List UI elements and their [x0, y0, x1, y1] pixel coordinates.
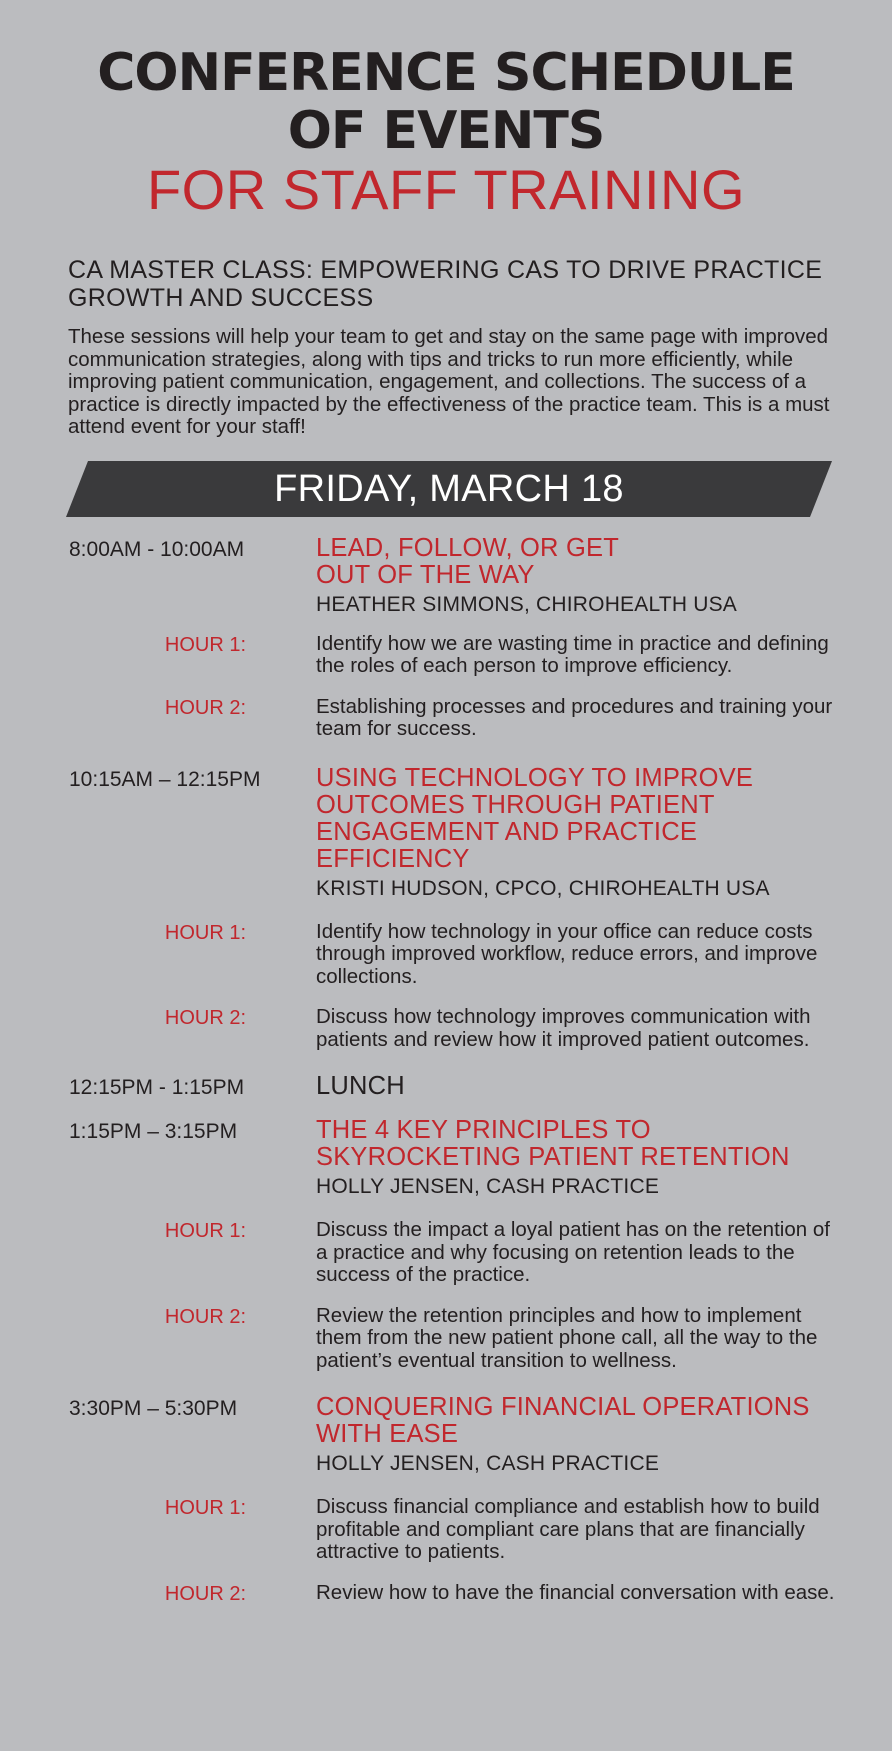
session-row [0, 765, 892, 903]
hour-label: HOUR 1: [164, 921, 246, 944]
session-speaker: HOLLY JENSEN, CASH PRACTICE [316, 1452, 660, 1475]
session-title: THE 4 KEY PRINCIPLES TO SKYROCKETING PATIENT RETENTION [316, 1116, 790, 1171]
hour-label: HOUR 1: [164, 1497, 246, 1519]
session-content [316, 1394, 846, 1478]
intro-body: These sessions will help your team to get and stay on the same page with improved communication strategies, along with tips and tricks to run more efficiently, while improving patient communication, engagement, and collections. The success of a practice is directly impacted by the effectiveness of the practice team. This is a must attend event for your staff! [68, 325, 830, 438]
session-row [0, 1394, 892, 1478]
hour-row [0, 1305, 892, 1373]
session-row [0, 1117, 892, 1201]
day-banner [66, 461, 832, 517]
hour-label: HOUR 2: [164, 696, 246, 719]
session-speaker: HEATHER SIMMONS, CHIROHEALTH USA [316, 592, 737, 616]
session-speaker: HOLLY JENSEN, CASH PRACTICE [316, 1175, 660, 1198]
hour-description: Discuss the impact a loyal patient has on the retention of a practice and why focusing on retention leads to the success of the practice. [316, 1218, 830, 1286]
hour-row [0, 921, 892, 989]
hour-row [0, 1006, 892, 1051]
hour-description: Discuss financial compliance and establish how to build profitable and compliant care plans that are financially attractive to patients. [316, 1495, 820, 1563]
hour-row [0, 1219, 892, 1287]
hour-label: HOUR 2: [164, 1007, 246, 1029]
session-title: LUNCH [316, 1072, 405, 1100]
session-content [316, 1073, 846, 1101]
session-row [0, 535, 892, 619]
page-title-line-1: CONFERENCE SCHEDULE [97, 43, 795, 103]
session-content [316, 765, 846, 903]
hour-description: Discuss how technology improves communication with patients and review how it improved patient outcomes. [316, 1005, 811, 1051]
session-time: 1:15PM – 3:15PM [69, 1120, 238, 1143]
session-content [316, 535, 846, 619]
schedule [0, 535, 892, 1606]
session-title: CONQUERING FINANCIAL OPERATIONS WITH EASE [316, 1393, 810, 1448]
hour-label: HOUR 1: [164, 1220, 246, 1242]
session-title: LEAD, FOLLOW, OR GET OUT OF THE WAY [316, 533, 619, 589]
page-title-line-2: OF EVENTS [287, 101, 605, 161]
hour-row [0, 633, 892, 678]
page-subtitle: FOR STAFF TRAINING [146, 158, 746, 221]
hour-description: Identify how we are wasting time in practice and defining the roles of each person to improve efficiency. [316, 631, 829, 677]
session-row-lunch [0, 1073, 892, 1101]
hour-label: HOUR 1: [164, 633, 246, 656]
hour-row [0, 1496, 892, 1564]
session-title: USING TECHNOLOGY TO IMPROVE OUTCOMES THROUGH PATIENT ENGAGEMENT AND PRACTICE EFFICIENCY [316, 763, 754, 873]
session-time: 3:30PM – 5:30PM [69, 1397, 238, 1420]
hour-description: Identify how technology in your office can reduce costs through improved workflow, reduce errors, and improve collections. [316, 919, 818, 988]
session-speaker: KRISTI HUDSON, CPCO, CHIROHEALTH USA [316, 876, 770, 900]
session-time: 12:15PM - 1:15PM [69, 1076, 245, 1099]
hour-description: Establishing processes and procedures and training your team for success. [316, 694, 833, 740]
page-header [0, 0, 892, 220]
intro-section [68, 256, 846, 439]
hour-label: HOUR 2: [164, 1582, 246, 1605]
hour-description: Review how to have the financial conversation with ease. [316, 1580, 835, 1604]
session-time: 8:00AM - 10:00AM [69, 537, 245, 561]
hour-row [0, 1582, 892, 1606]
session-content [316, 1117, 846, 1201]
day-label: FRIDAY, MARCH 18 [274, 467, 624, 510]
hour-description: Review the retention principles and how to implement them from the new patient phone call, all the way to the patient’s eventual transition to wellness. [316, 1303, 818, 1372]
intro-heading: CA MASTER CLASS: EMPOWERING CAS TO DRIVE PRACTICE GROWTH AND SUCCESS [68, 256, 823, 312]
hour-row [0, 696, 892, 741]
hour-label: HOUR 2: [164, 1305, 246, 1328]
session-time: 10:15AM – 12:15PM [69, 767, 261, 791]
